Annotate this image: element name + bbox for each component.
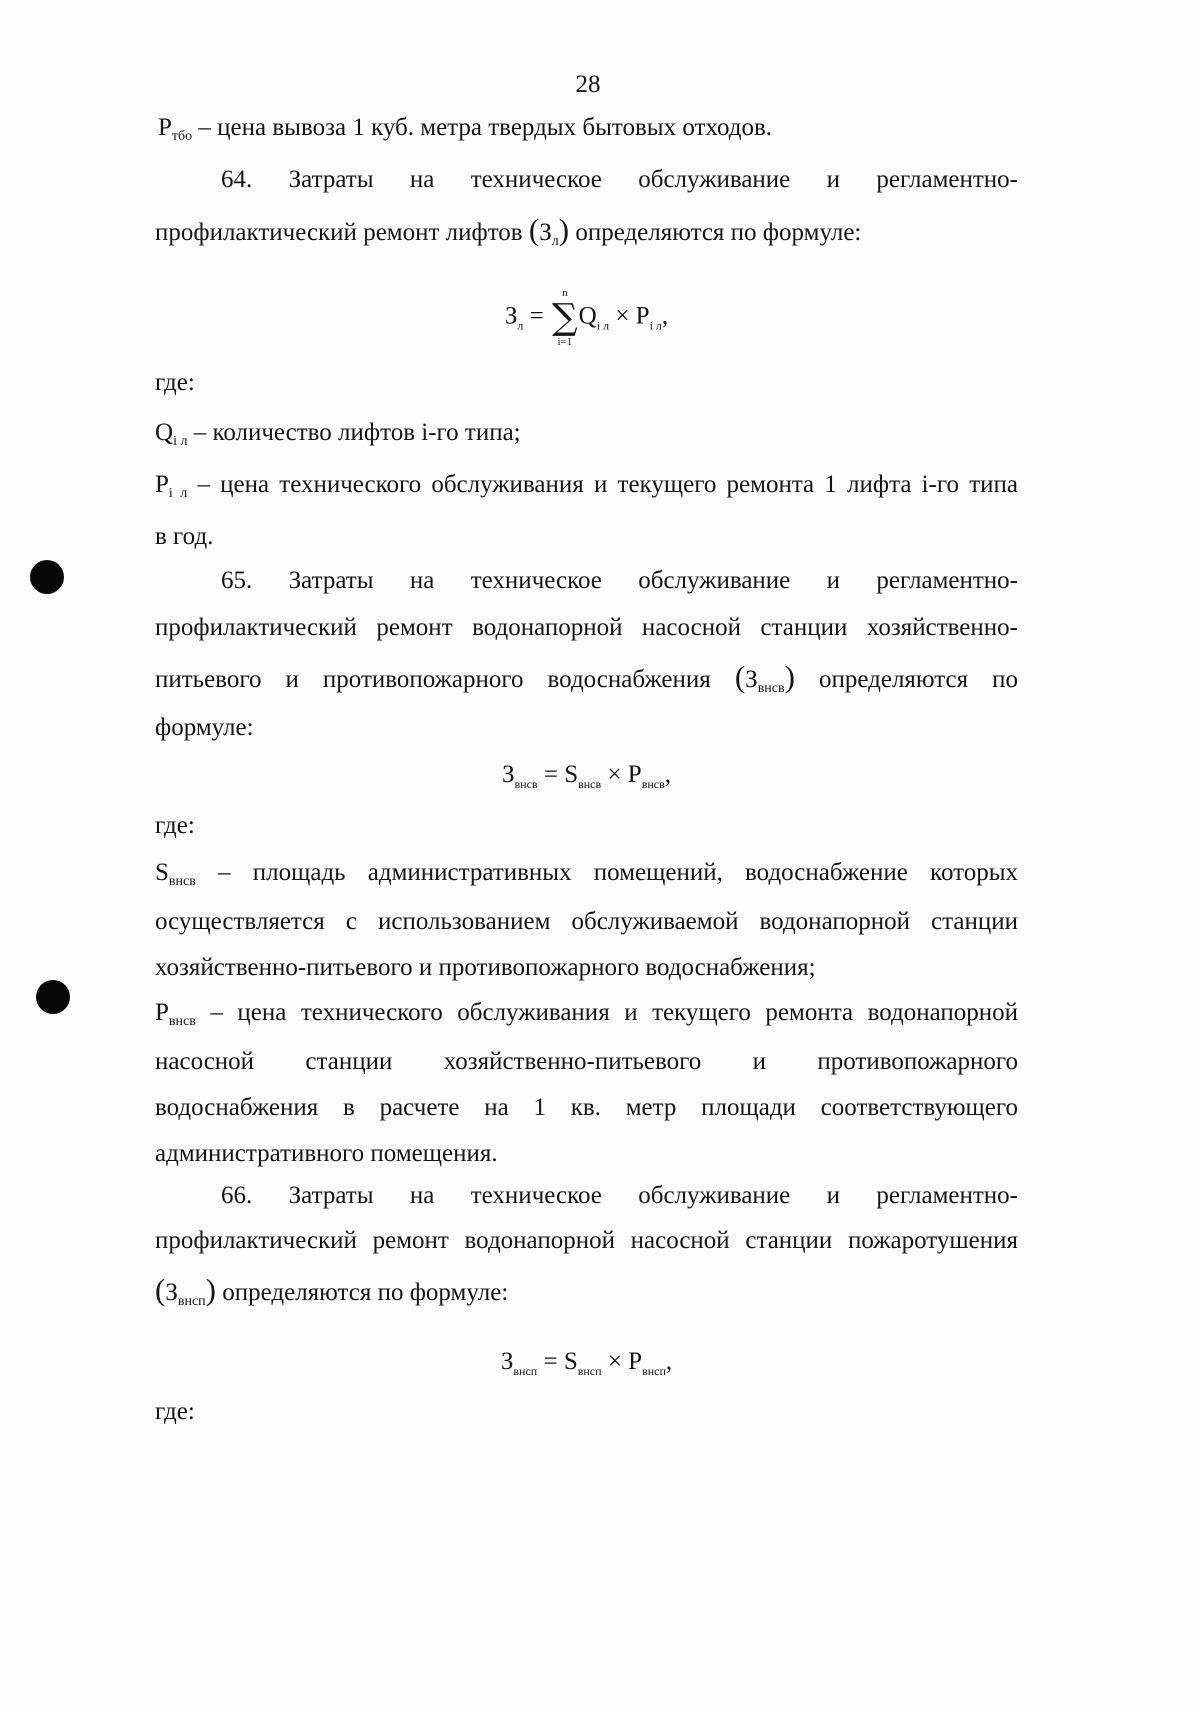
formula-term: P [628,1348,643,1375]
s-vnsv-definition-line-3: хозяйственно-питьевого и противопожарного водоснабжения; [155,954,816,981]
item-65-line-3 [155,660,1018,694]
p-vnsv-definition-line-4: административного помещения. [155,1140,498,1167]
symbol-subscript: внсв [168,874,196,889]
formula-term-subscript: внсп [642,1364,666,1378]
formula-water-station [155,758,1018,792]
open-paren: ( [734,659,746,694]
s-vnsv-definition-line-2 [155,905,1018,939]
item-64-line-1 [155,163,1018,197]
definition-text: осуществляется с использованием обслуживаемой водонапорной станции [155,908,1018,935]
item-65-line-4: формуле: [155,714,254,741]
symbol: P [155,999,169,1026]
formula-lhs-subscript: внсп [513,1364,538,1378]
item-66-line-3 [155,1273,1018,1307]
paragraph-text: 65. Затраты на техническое обслуживание и регламентно- [221,567,1018,594]
formula-term: Q [578,302,597,330]
close-paren: ) [558,212,570,247]
p-definition-line-1 [155,468,1018,502]
item-64-line-2 [155,213,1018,247]
open-paren: ( [528,212,540,247]
formula-lhs-subscript: внсв [514,777,538,791]
formula-fire-station [155,1345,1018,1379]
paragraph-text: 66. Затраты на техническое обслуживание и регламентно- [221,1182,1018,1209]
open-paren: ( [155,1272,166,1307]
formula-term-subscript: i л [596,318,610,333]
p-definition-line-2: в год. [155,523,214,550]
definition-text: – площадь административных помещений, водоснабжение которых [218,859,1019,886]
definition-text: водоснабжения в расчете на 1 кв. метр площади соответствующего [155,1094,1018,1121]
definition-text: – количество лифтов i-го типа; [193,419,521,446]
sum-lower-limit: i=1 [557,335,573,348]
sum-upper-limit: n [562,287,568,299]
close-paren: ) [205,1272,216,1307]
formula-term-subscript: внсв [641,777,665,791]
tbo-price-definition [158,111,1021,145]
symbol-subscript: внсв [168,1014,196,1029]
paragraph-text: питьевого и противопожарного водоснабжения [155,666,711,693]
symbol-subscript: внсв [757,681,785,696]
paragraph-text: 64. Затраты на техническое обслуживание и регламентно- [221,166,1018,193]
close-paren: ) [784,659,795,694]
symbol: P [158,114,172,141]
formula-lhs: З [500,1348,514,1375]
item-65-line-2 [155,611,1018,645]
times-sign: × [607,761,622,788]
symbol: З [165,1279,178,1306]
equals-sign: = [529,302,544,330]
formula-end: , [661,302,669,330]
where-label: где: [155,369,195,396]
symbol-subscript: i л [173,434,188,449]
definition-text: насосной станции хозяйственно-питьевого и противопожарного [155,1048,1018,1075]
formula-term-subscript: внсв [578,777,602,791]
item-65-line-1 [155,564,1018,598]
symbol-subscript: i л [168,486,188,501]
times-sign: × [615,302,630,330]
punch-hole [36,980,70,1014]
where-label: где: [155,812,195,839]
symbol: S [155,859,169,886]
where-label: где: [155,1398,195,1425]
formula-lhs-subscript: л [517,318,524,333]
paragraph-text: определяются по формуле: [575,219,862,246]
equals-sign: = [543,761,558,788]
symbol: З [539,219,552,246]
formula-lhs: З [501,761,515,788]
symbol-subscript: внсп [177,1294,206,1309]
punch-hole [30,560,64,594]
formula-term: P [635,302,650,330]
equals-sign: = [543,1348,558,1375]
times-sign: × [607,1348,622,1375]
formula-term: P [627,761,642,788]
summation [552,288,578,348]
formula-end: , [664,761,672,788]
formula-term: S [563,1348,578,1375]
paragraph-text: профилактический ремонт лифтов [155,219,523,246]
paragraph-text: профилактический ремонт водонапорной насосной станции хозяйственно- [155,614,1018,641]
s-vnsv-definition-line-1 [155,856,1018,890]
symbol: P [155,471,169,498]
page-number: 28 [575,71,601,98]
p-vnsv-definition-line-1 [155,996,1018,1030]
symbol-subscript: тбо [171,129,193,144]
item-66-line-1 [155,1179,1018,1213]
formula-term-subscript: внсп [577,1364,602,1378]
formula-lift-maintenance [155,288,1018,348]
paragraph-text: определяются по формуле: [222,1279,509,1306]
definition-text: – цена технического обслуживания и текущего ремонта водонапорной [210,999,1018,1026]
paragraph-text: профилактический ремонт водонапорной насосной станции пожаротушения [155,1227,1018,1254]
symbol-subscript: л [551,234,559,249]
paragraph-text: определяются по [819,666,1019,693]
formula-term-subscript: i л [649,318,662,333]
p-vnsv-definition-line-3 [155,1091,1018,1125]
definition-text: – цена технического обслуживания и текущего ремонта 1 лифта i-го типа [197,471,1018,498]
definition-text: – цена вывоза 1 куб. метра твердых бытовых отходов. [198,114,773,141]
formula-lhs: З [504,302,518,330]
p-vnsv-definition-line-2 [155,1045,1018,1079]
symbol: З [745,666,758,693]
q-definition [155,416,1018,450]
item-66-line-2 [155,1224,1018,1258]
formula-term: S [564,761,579,788]
symbol: Q [155,419,174,446]
sigma-sign: ∑ [551,297,578,338]
formula-end: , [665,1348,673,1375]
